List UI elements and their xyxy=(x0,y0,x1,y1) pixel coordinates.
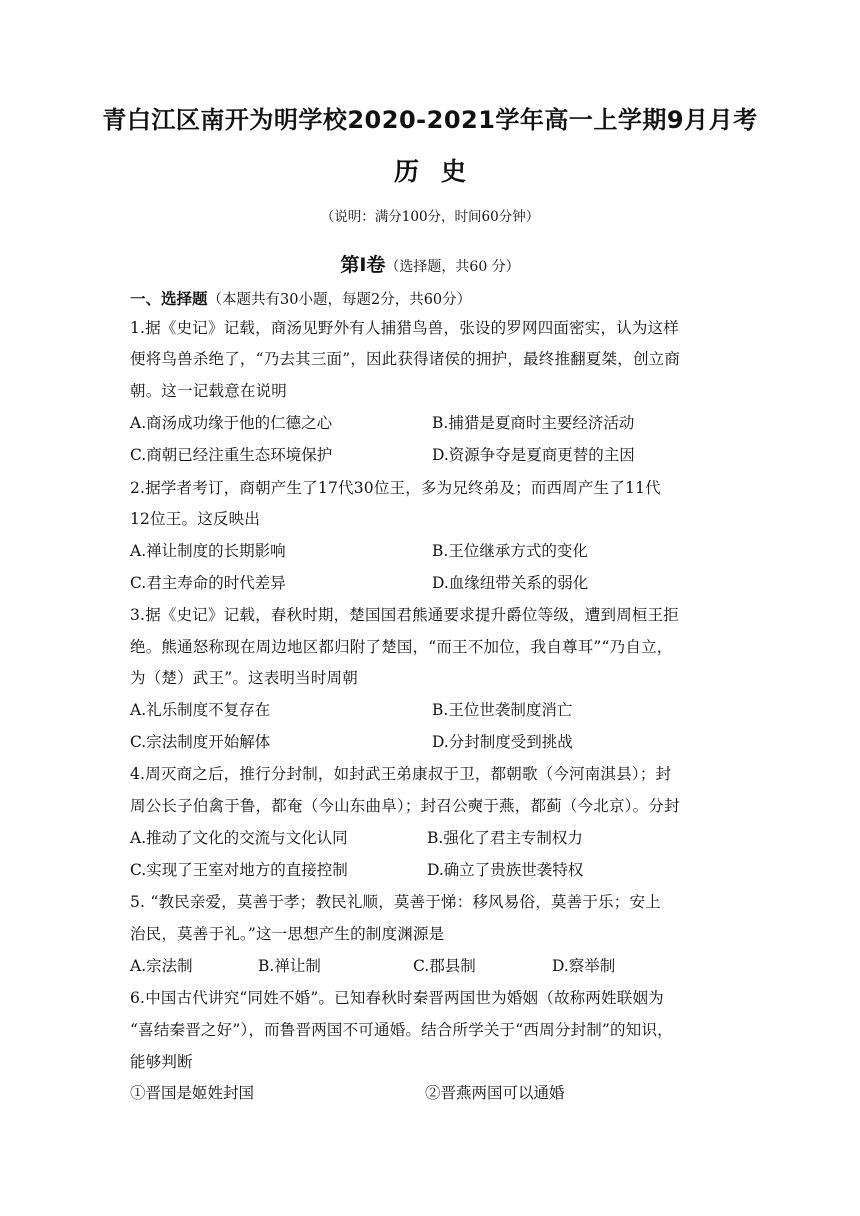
question-1-option-a: A.商汤成功缘于他的仁德之心 xyxy=(130,414,333,432)
exam-note: （说明：满分100分，时间60分钟） xyxy=(320,209,540,225)
subject-title: 历史 xyxy=(393,157,488,186)
question-5-option-d: D.察举制 xyxy=(552,957,616,975)
question-4-option-c: C.实现了王室对地方的直接控制 xyxy=(130,861,348,879)
question-4-line-1: 4.周灭商之后，推行分封制，如封武王弟康叔于卫，都朝歌（今河南淇县）；封 xyxy=(130,765,672,783)
question-5-option-a: A.宗法制 xyxy=(130,957,193,975)
question-6-line-2: “喜结秦晋之好”），而鲁晋两国不可通婚。结合所学关于“西周分封制”的知识， xyxy=(130,1021,673,1039)
question-2-option-a: A.禅让制度的长期影响 xyxy=(130,542,286,560)
question-6-line-3: 能够判断 xyxy=(130,1053,193,1071)
question-1-line-2: 便将鸟兽杀绝了，“乃去其三面”，因此获得诸侯的拥护，最终推翻夏桀，创立商 xyxy=(130,350,681,368)
question-6-option-1: ①晋国是姬姓封国 xyxy=(130,1084,255,1102)
question-2-line-1: 2.据学者考订，商朝产生了17代30位王，多为兄终弟及；而西周产生了11代 xyxy=(130,479,661,497)
question-1-option-b: B.捕猎是夏商时主要经济活动 xyxy=(432,414,635,432)
question-3-line-3: 为（楚）武王”。这表明当时周朝 xyxy=(130,669,358,687)
question-4-line-2: 周公长子伯禽于鲁，都奄（今山东曲阜）；封召公奭于燕，都蓟（今北京）。分封 xyxy=(130,797,680,815)
question-4-option-b: B.强化了君主专制权力 xyxy=(427,829,583,847)
question-5-line-1: 5. “教民亲爱，莫善于孝；教民礼顺，莫善于悌：移风易俗，莫善于乐；安上 xyxy=(130,893,661,911)
section-note: （本题共有30小题，每题2分，共60分） xyxy=(207,292,472,308)
question-2-option-d: D.血缘纽带关系的弱化 xyxy=(432,574,589,592)
question-1-option-c: C.商朝已经注重生态环境保护 xyxy=(130,446,333,464)
part-note: （选择题，共60 分） xyxy=(385,259,520,275)
question-3-option-a: A.礼乐制度不复存在 xyxy=(130,701,271,719)
question-6-option-2: ②晋燕两国可以通婚 xyxy=(425,1084,565,1102)
question-6-line-1: 6.中国古代讲究“同姓不婚”。已知春秋时秦晋两国世为婚姻（故称两姓联姻为 xyxy=(130,989,664,1007)
question-3-option-b: B.王位世袭制度消亡 xyxy=(432,701,573,719)
question-1-line-3: 朝。这一记载意在说明 xyxy=(130,382,288,400)
part-title: 第Ⅰ卷 xyxy=(340,254,386,276)
question-2-line-2: 12位王。这反映出 xyxy=(130,510,261,528)
part-heading xyxy=(0,250,860,277)
question-5-line-2: 治民，莫善于礼。”这一思想产生的制度渊源是 xyxy=(130,925,445,943)
section-heading xyxy=(130,287,471,309)
exam-title: 青白江区南开为明学校2020-2021学年高一上学期9月月考 xyxy=(102,106,758,134)
question-5-option-b: B.禅让制 xyxy=(258,957,321,975)
question-2-option-b: B.王位继承方式的变化 xyxy=(432,542,588,560)
question-5-option-c: C.郡县制 xyxy=(413,957,476,975)
question-3-option-c: C.宗法制度开始解体 xyxy=(130,733,271,751)
question-1-option-d: D.资源争夺是夏商更替的主因 xyxy=(432,446,635,464)
section-title: 一、选择题 xyxy=(130,290,208,308)
question-3-option-d: D.分封制度受到挑战 xyxy=(432,733,573,751)
question-2-option-c: C.君主寿命的时代差异 xyxy=(130,574,286,592)
question-1-line-1: 1.据《史记》记载，商汤见野外有人捕猎鸟兽，张设的罗网四面密实，认为这样 xyxy=(130,319,679,337)
question-3-line-2: 绝。熊通怒称现在周边地区都归附了楚国，“而王不加位，我自尊耳”“乃自立， xyxy=(130,638,673,656)
question-3-line-1: 3.据《史记》记载，春秋时期，楚国国君熊通要求提升爵位等级，遭到周桓王拒 xyxy=(130,606,679,624)
question-4-option-d: D.确立了贵族世袭特权 xyxy=(427,861,584,879)
question-4-option-a: A.推动了文化的交流与文化认同 xyxy=(130,829,348,847)
